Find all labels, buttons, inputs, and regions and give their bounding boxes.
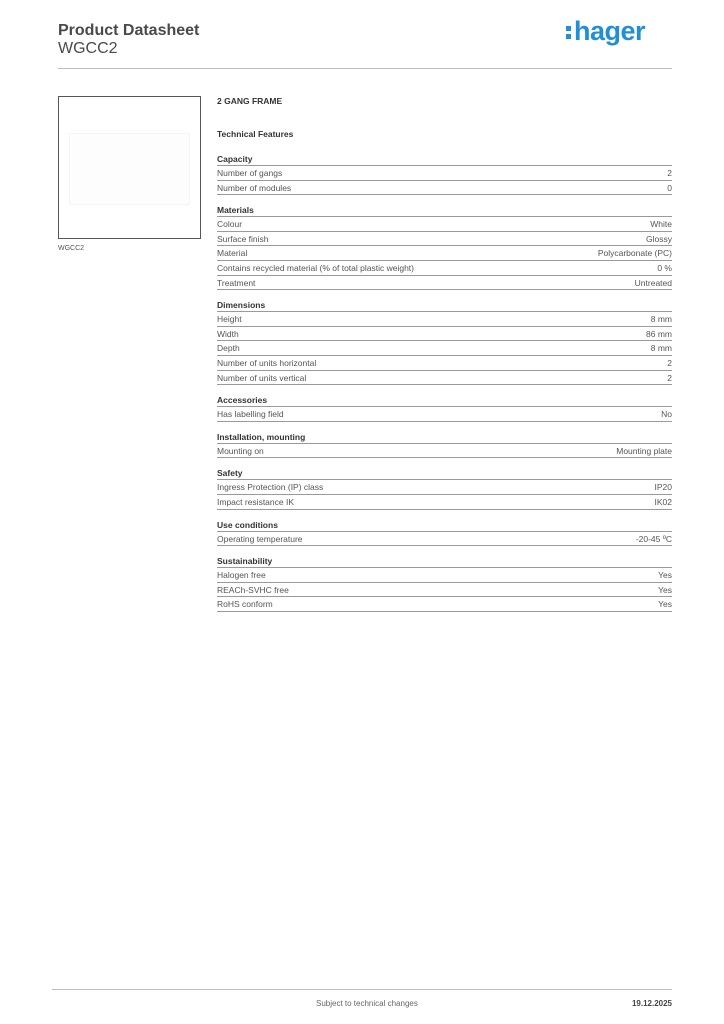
feature-label: Height bbox=[217, 314, 242, 325]
feature-label: Contains recycled material (% of total plastic weight) bbox=[217, 262, 414, 273]
feature-label: Number of gangs bbox=[217, 168, 283, 178]
feature-label: Surface finish bbox=[217, 233, 269, 244]
feature-label: RoHS conform bbox=[217, 599, 273, 610]
footer-divider bbox=[52, 989, 672, 990]
feature-row bbox=[217, 341, 672, 356]
section-heading: Accessories bbox=[217, 395, 672, 407]
feature-row bbox=[217, 407, 672, 422]
feature-value: -20-45 ºC bbox=[635, 533, 672, 544]
feature-value: Yes bbox=[658, 584, 672, 595]
feature-label: REACh-SVHC free bbox=[217, 584, 289, 595]
feature-value: 2 bbox=[667, 372, 672, 383]
feature-value: White bbox=[650, 219, 672, 230]
product-image bbox=[58, 96, 201, 239]
feature-section bbox=[217, 520, 672, 547]
feature-value: IK02 bbox=[654, 496, 672, 507]
section-heading: Materials bbox=[217, 205, 672, 217]
feature-row bbox=[217, 246, 672, 261]
footer-date: 19.12.2025 bbox=[631, 999, 672, 1008]
feature-section bbox=[217, 468, 672, 509]
feature-value: 86 mm bbox=[646, 328, 672, 339]
feature-section bbox=[217, 432, 672, 459]
feature-section bbox=[217, 154, 672, 195]
feature-label: Impact resistance IK bbox=[217, 496, 295, 507]
feature-row bbox=[217, 532, 672, 547]
footer-note: Subject to technical changes bbox=[316, 999, 418, 1008]
feature-section bbox=[217, 300, 672, 385]
feature-label: Number of units vertical bbox=[217, 372, 307, 383]
feature-value: Glossy bbox=[646, 233, 672, 244]
feature-row bbox=[217, 371, 672, 386]
feature-row bbox=[217, 480, 672, 495]
feature-row bbox=[217, 232, 672, 247]
feature-value: 8 mm bbox=[650, 314, 672, 325]
feature-row bbox=[217, 276, 672, 291]
feature-section bbox=[217, 205, 672, 290]
feature-value: 2 bbox=[667, 168, 672, 178]
image-caption: WGCC2 bbox=[58, 245, 85, 252]
feature-value: Polycarbonate (PC) bbox=[597, 248, 672, 259]
feature-label: Treatment bbox=[217, 277, 256, 288]
feature-value: 0 bbox=[667, 182, 672, 193]
feature-row bbox=[217, 327, 672, 342]
product-name: 2 GANG FRAME bbox=[217, 96, 283, 106]
header-divider bbox=[58, 68, 672, 69]
page-title: Product Datasheet bbox=[58, 22, 200, 39]
feature-value: Untreated bbox=[634, 277, 672, 288]
feature-value: No bbox=[661, 409, 672, 420]
feature-label: Has labelling field bbox=[217, 409, 284, 420]
feature-row bbox=[217, 583, 672, 598]
feature-value: Yes bbox=[658, 599, 672, 610]
section-heading: Use conditions bbox=[217, 520, 672, 532]
section-heading: Installation, mounting bbox=[217, 432, 672, 444]
feature-row bbox=[217, 261, 672, 276]
feature-row bbox=[217, 356, 672, 371]
feature-sections bbox=[217, 154, 672, 612]
section-heading: Capacity bbox=[217, 154, 672, 166]
section-heading: Sustainability bbox=[217, 556, 672, 568]
feature-value: Yes bbox=[658, 570, 672, 581]
feature-value: 0 % bbox=[657, 262, 672, 273]
feature-label: Ingress Protection (IP) class bbox=[217, 482, 324, 493]
feature-label: Operating temperature bbox=[217, 533, 303, 544]
hager-logo bbox=[566, 16, 645, 47]
section-heading: Dimensions bbox=[217, 300, 672, 312]
feature-label: Number of units horizontal bbox=[217, 357, 317, 368]
feature-label: Depth bbox=[217, 343, 240, 354]
technical-features-heading: Technical Features bbox=[217, 129, 294, 139]
feature-value: IP20 bbox=[654, 482, 672, 493]
feature-row bbox=[217, 495, 672, 510]
feature-value: 8 mm bbox=[650, 343, 672, 354]
feature-row bbox=[217, 597, 672, 612]
feature-section bbox=[217, 556, 672, 612]
feature-section bbox=[217, 395, 672, 422]
datasheet-content bbox=[217, 96, 672, 612]
feature-row bbox=[217, 312, 672, 327]
feature-row bbox=[217, 444, 672, 459]
feature-value: 2 bbox=[667, 357, 672, 368]
feature-label: Mounting on bbox=[217, 445, 264, 456]
logo-text: hager bbox=[574, 16, 646, 46]
feature-label: Material bbox=[217, 248, 248, 259]
logo-dots-icon bbox=[566, 23, 572, 41]
feature-row bbox=[217, 568, 672, 583]
feature-row bbox=[217, 181, 672, 196]
feature-row bbox=[217, 166, 672, 181]
product-code: WGCC2 bbox=[58, 40, 118, 57]
section-heading: Safety bbox=[217, 468, 672, 480]
feature-value: Mounting plate bbox=[616, 445, 672, 456]
feature-label: Colour bbox=[217, 219, 243, 230]
feature-label: Width bbox=[217, 328, 239, 339]
feature-label: Number of modules bbox=[217, 182, 292, 193]
frame-illustration bbox=[69, 133, 190, 205]
feature-row bbox=[217, 217, 672, 232]
feature-label: Halogen free bbox=[217, 570, 266, 581]
